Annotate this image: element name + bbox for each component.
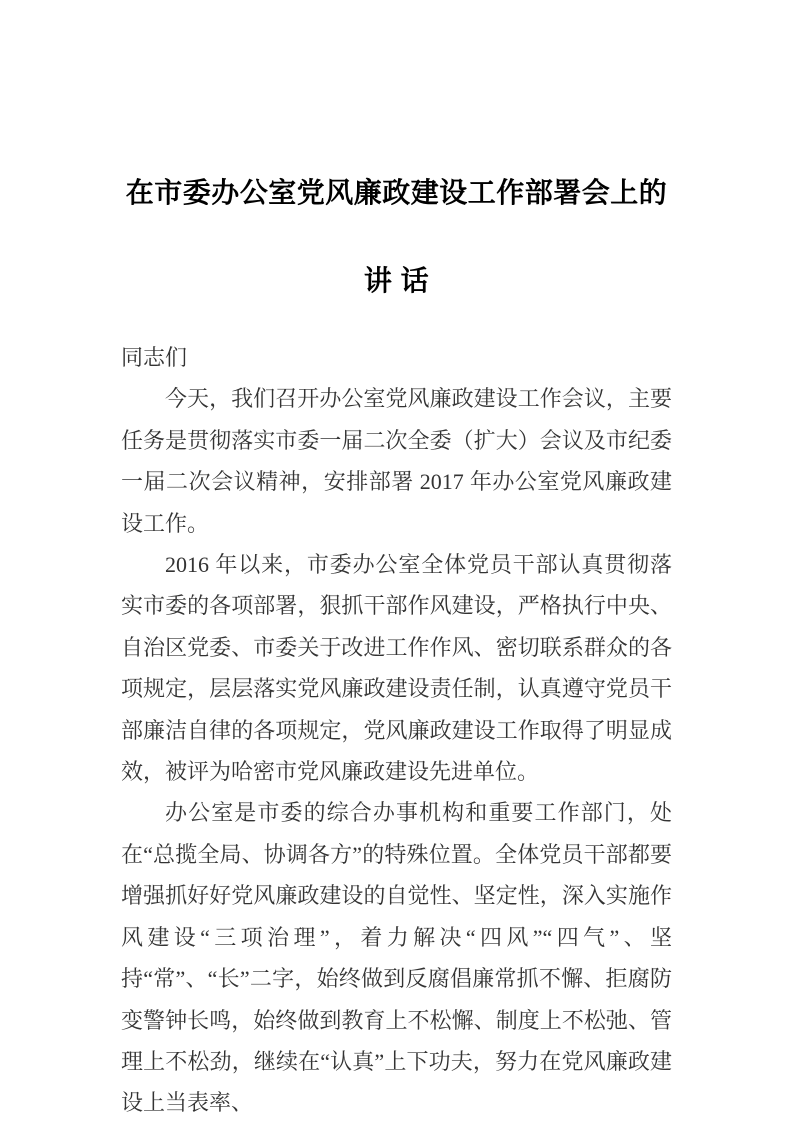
document-body (121, 337, 672, 1124)
paragraph-2: 2016 年以来，市委办公室全体党员干部认真贯彻落实市委的各项部署，狠抓干部作风建设，严格执行中央、自治区党委、市委关于改进工作作风、密切联系群众的各项规定，层层落实党风廉政建设责任制，认真遵守党员干部廉洁自律的各项规定，党风廉政建设工作取得了明显成效，被评为哈密市党风廉政建设先进单位。 (121, 552, 672, 785)
document-title-line-1: 在市委办公室党风廉政建设工作部署会上的 (125, 177, 668, 208)
salutation: 同志们 (121, 345, 188, 370)
paragraph-3: 办公室是市委的综合办事机构和重要工作部门，处在“总揽全局、协调各方”的特殊位置。全体党员干部都要增强抓好好党风廉政建设的自觉性、坚定性，深入实施作风建设“三项治理”，着力解决“四风”“四气”、坚持“常”、“长”二字，始终做到反腐倡廉常抓不懈、拒腐防变警钟长鸣，始终做到教育上不松懈、制度上不松弛、管理上不松劲，继续在“认真”上下功夫，努力在党风廉政建设上当表率、 (121, 800, 672, 1116)
paragraph-1: 今天，我们召开办公室党风廉政建设工作会议，主要任务是贯彻落实市委一届二次全委（扩大）会议及市纪委一届二次会议精神，安排部署 2017 年办公室党风廉政建设工作。 (121, 386, 672, 536)
document-title (121, 149, 672, 325)
document-title-line-2: 讲 话 (363, 265, 430, 296)
